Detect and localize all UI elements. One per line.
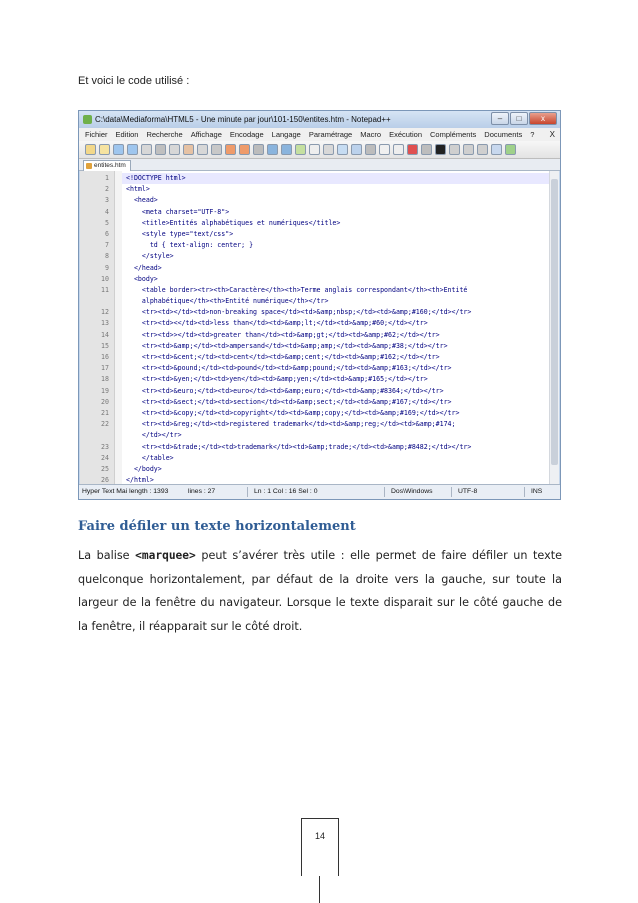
toolbar-button-icon[interactable] <box>99 144 110 155</box>
toolbar-button-icon[interactable] <box>127 144 138 155</box>
line-text: </table> <box>126 453 174 462</box>
line-text: </style> <box>126 252 174 261</box>
close-button[interactable]: x <box>529 112 557 125</box>
code-line <box>80 453 549 464</box>
maximize-button[interactable]: □ <box>510 112 528 125</box>
line-number: 2 <box>105 185 109 194</box>
menu-item[interactable]: Documents <box>484 130 523 139</box>
line-text: </td></tr> <box>126 431 182 440</box>
line-number: 12 <box>101 308 109 317</box>
line-text: <tr><td>></td><td>greater than</td><td>&amp;gt;</td><td>&amp;#62;</td></tr> <box>126 330 440 339</box>
toolbar-button-icon[interactable] <box>169 144 180 155</box>
code-line <box>80 184 549 195</box>
line-text: <title>Entités alphabétiques et numériques</title> <box>126 218 341 227</box>
line-text: <body> <box>126 274 158 283</box>
toolbar-button-icon[interactable] <box>351 144 362 155</box>
line-number: 20 <box>101 397 109 406</box>
code-line <box>80 218 549 229</box>
line-number: 19 <box>101 386 109 395</box>
line-number: 13 <box>101 319 109 328</box>
line-text: <tr><td>&reg;</td><td>registered trademark</td><td>&amp;reg;</td><td>&amp;#174; <box>126 420 456 429</box>
intro-text: Et voici le code utilisé : <box>78 75 190 87</box>
toolbar-button-icon[interactable] <box>393 144 404 155</box>
code-line <box>80 296 549 307</box>
line-number: 22 <box>101 420 109 429</box>
window-title: C:\data\Mediaforma\HTML5 - Une minute par jour\101-150\entites.htm - Notepad++ <box>95 115 391 124</box>
menu-item[interactable]: Affichage <box>190 130 222 139</box>
code-line <box>80 430 549 441</box>
menu-item[interactable]: Compléments <box>430 130 477 139</box>
menu-bar <box>79 128 560 141</box>
code-line <box>80 363 549 374</box>
scrollbar-thumb[interactable] <box>551 179 558 465</box>
minimize-button[interactable]: – <box>491 112 509 125</box>
code-line <box>80 318 549 329</box>
code-line <box>80 229 549 240</box>
toolbar-button-icon[interactable] <box>309 144 320 155</box>
line-number: 3 <box>105 196 109 205</box>
toolbar-button-icon[interactable] <box>421 144 432 155</box>
code-line <box>80 263 549 274</box>
line-text: <table border><tr><th>Caractère</th><th>Terme anglais correspondant</th><th>Entité <box>126 285 468 294</box>
menu-item[interactable]: Recherche <box>146 130 183 139</box>
status-bar <box>79 484 560 499</box>
toolbar-button-icon[interactable] <box>155 144 166 155</box>
line-number: 25 <box>101 464 109 473</box>
code-line <box>80 408 549 419</box>
code-content <box>80 173 549 485</box>
line-text: <tr><td></td><td>non-breaking space</td><td>&amp;nbsp;</td><td>&amp;#160;</td></tr> <box>126 308 472 317</box>
toolbar-button-icon[interactable] <box>85 144 96 155</box>
toolbar-button-icon[interactable] <box>141 144 152 155</box>
toolbar-button-icon[interactable] <box>211 144 222 155</box>
line-number: 7 <box>105 241 109 250</box>
tab-entites[interactable]: entites.htm <box>83 160 131 171</box>
line-number: 11 <box>101 285 109 294</box>
para-before: La balise <box>78 549 136 562</box>
toolbar-button-icon[interactable] <box>253 144 264 155</box>
toolbar-button-icon[interactable] <box>407 144 418 155</box>
toolbar-button-icon[interactable] <box>225 144 236 155</box>
code-line <box>80 464 549 475</box>
code-line <box>80 240 549 251</box>
page-number: 14 <box>301 818 339 876</box>
toolbar-button-icon[interactable] <box>435 144 446 155</box>
line-text: <html> <box>126 185 150 194</box>
section-paragraph <box>78 544 562 638</box>
app-icon <box>83 115 92 124</box>
line-number: 16 <box>101 353 109 361</box>
code-line <box>80 285 549 296</box>
status-encoding: UTF-8 <box>458 488 478 495</box>
page-number-line <box>319 876 320 903</box>
toolbar <box>79 141 560 159</box>
line-number: 26 <box>101 476 109 485</box>
notepad-window <box>78 110 561 500</box>
menu-item[interactable]: Langage <box>271 130 301 139</box>
line-number: 8 <box>105 252 109 261</box>
line-number: 17 <box>101 364 109 373</box>
line-text: <head> <box>126 196 158 205</box>
line-number: 5 <box>105 218 109 227</box>
line-text: <tr><td>&cent;</td><td>cent</td><td>&amp;cent;</td><td>&amp;#162;</td></tr> <box>126 353 440 361</box>
toolbar-button-icon[interactable] <box>477 144 488 155</box>
code-line <box>80 173 549 184</box>
vertical-scrollbar[interactable] <box>549 171 559 485</box>
line-text: alphabétique</th><th>Entité numérique</th></tr> <box>126 297 329 306</box>
line-number: 4 <box>105 207 109 216</box>
line-text: <!DOCTYPE html> <box>126 174 186 182</box>
code-editor[interactable] <box>80 171 559 485</box>
toolbar-button-icon[interactable] <box>281 144 292 155</box>
toolbar-button-icon[interactable] <box>183 144 194 155</box>
line-text: <tr><td><</td><td>less than</td><td>&amp;lt;</td><td>&amp;#60;</td></tr> <box>126 319 428 328</box>
status-mode: INS <box>531 488 543 495</box>
status-eol: Dos\Windows <box>391 488 433 495</box>
para-after: peut s’avérer très utile : elle permet de faire défiler un texte quelconque horizontalement, par défaut de la droite vers la gauche, sur toute la largeur de la fenêtre du navigateur. Lorsque le texte disparait sur le côté gauche de la fenêtre, il réapparait sur le côté droit. <box>78 549 562 633</box>
code-line <box>80 251 549 262</box>
toolbar-button-icon[interactable] <box>239 144 250 155</box>
code-line <box>80 442 549 453</box>
line-number: 24 <box>101 453 109 462</box>
code-line <box>80 330 549 341</box>
line-number: 6 <box>105 229 109 238</box>
toolbar-button-icon[interactable] <box>113 144 124 155</box>
toolbar-button-icon[interactable] <box>267 144 278 155</box>
menu-item[interactable]: Edition <box>115 130 139 139</box>
status-position: Ln : 1 Col : 16 Sel : 0 <box>254 488 318 495</box>
line-text: </html> <box>126 476 154 485</box>
code-line <box>80 274 549 285</box>
code-line <box>80 195 549 206</box>
menu-item[interactable]: Macro <box>360 130 382 139</box>
line-number: 10 <box>101 274 109 283</box>
toolbar-button-icon[interactable] <box>295 144 306 155</box>
line-text: <meta charset="UTF-8"> <box>126 207 230 216</box>
title-bar <box>79 111 560 128</box>
line-number: 1 <box>105 174 109 182</box>
code-line <box>80 207 549 218</box>
toolbar-button-icon[interactable] <box>463 144 474 155</box>
line-text: <style type="text/css"> <box>126 229 234 238</box>
line-text: </head> <box>126 263 162 272</box>
line-text: td { text-align: center; } <box>126 241 254 250</box>
line-number: 23 <box>101 442 109 451</box>
line-text: <tr><td>&pound;</td><td>pound</td><td>&amp;pound;</td><td>&amp;#163;</td></tr> <box>126 364 452 373</box>
menu-item[interactable]: Fichier <box>85 130 108 139</box>
line-number: 15 <box>101 341 109 350</box>
marquee-tag: <marquee> <box>135 549 196 562</box>
toolbar-button-icon[interactable] <box>505 144 516 155</box>
status-type: Hyper Text Mai length : 1393 <box>82 488 169 495</box>
line-text: <tr><td>&sect;</td><td>section</td><td>&amp;sect;</td><td>&amp;#167;</td></tr> <box>126 397 452 406</box>
toolbar-button-icon[interactable] <box>379 144 390 155</box>
code-line <box>80 386 549 397</box>
toolbar-button-icon[interactable] <box>197 144 208 155</box>
line-number: 21 <box>101 408 109 417</box>
line-number: 14 <box>101 330 109 339</box>
line-text: <tr><td>&euro;</td><td>euro</td><td>&amp;euro;</td><td>&amp;#8364;</td></tr> <box>126 386 444 395</box>
toolbar-button-icon[interactable] <box>365 144 376 155</box>
line-text: <tr><td>&trade;</td><td>trademark</td><td>&amp;trade;</td><td>&amp;#8482;</td></tr> <box>126 442 472 451</box>
code-line <box>80 397 549 408</box>
line-text: </body> <box>126 464 162 473</box>
status-lines: lines : 27 <box>188 488 216 495</box>
section-heading: Faire défiler un texte horizontalement <box>78 519 356 534</box>
toolbar-button-icon[interactable] <box>323 144 334 155</box>
toolbar-button-icon[interactable] <box>449 144 460 155</box>
code-line <box>80 341 549 352</box>
menu-item[interactable]: Paramétrage <box>308 130 353 139</box>
code-line <box>80 307 549 318</box>
line-text: <tr><td>&yen;</td><td>yen</td><td>&amp;yen;</td><td>&amp;#165;</td></tr> <box>126 375 428 384</box>
line-text: <tr><td>&amp;</td><td>ampersand</td><td>&amp;amp;</td><td>&amp;#38;</td></tr> <box>126 341 448 350</box>
toolbar-button-icon[interactable] <box>491 144 502 155</box>
code-line <box>80 352 549 363</box>
menu-item[interactable]: Encodage <box>229 130 264 139</box>
line-text: <tr><td>&copy;</td><td>copyright</td><td>&amp;copy;</td><td>&amp;#169;</td></tr> <box>126 408 460 417</box>
menu-item[interactable]: ? <box>530 130 535 139</box>
line-number: 9 <box>105 263 109 272</box>
menu-item[interactable]: Exécution <box>389 130 422 139</box>
code-line <box>80 419 549 430</box>
close-document-icon[interactable]: X <box>549 130 555 139</box>
tab-bar <box>79 159 560 171</box>
line-number: 18 <box>101 375 109 384</box>
code-line <box>80 374 549 385</box>
toolbar-button-icon[interactable] <box>337 144 348 155</box>
